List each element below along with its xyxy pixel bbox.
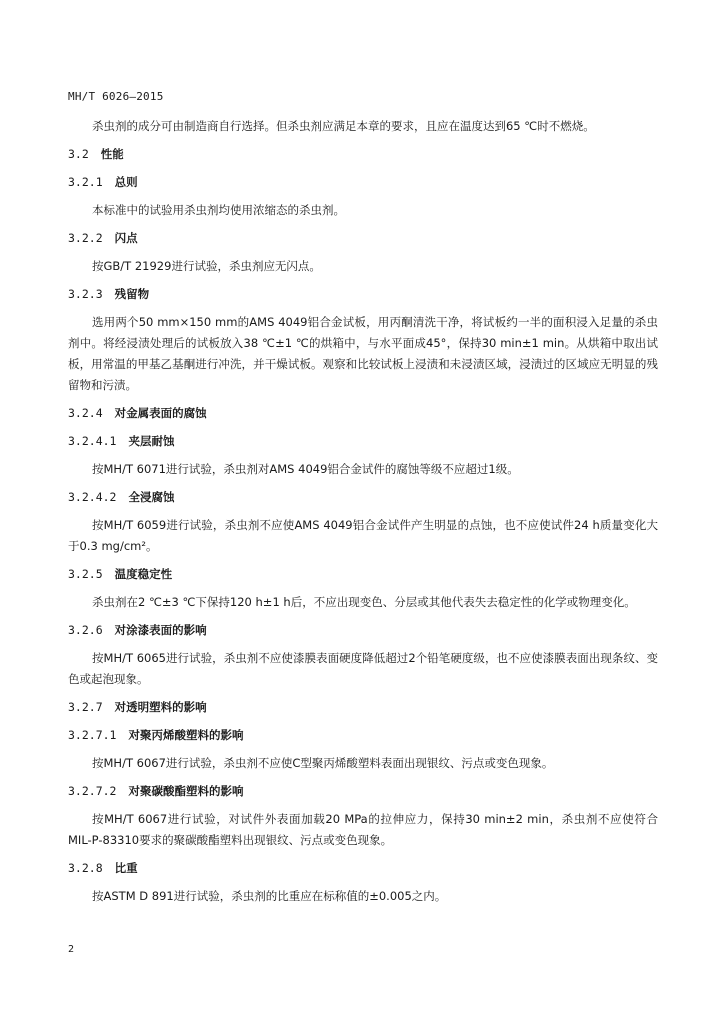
section-heading — [68, 725, 658, 746]
section-number: 3.2.7.2 — [68, 784, 117, 798]
body-paragraph: 按MH/T 6067进行试验，对试件外表面加载20 MPa的拉伸应力，保持30 min±2 min，杀虫剂不应使符合MIL-P-83310要求的聚碳酸酯塑料出现银纹、污点或变色现象。 — [68, 812, 658, 847]
body-paragraph: 按MH/T 6065进行试验，杀虫剂不应使漆膜表面硬度降低超过2个铅笔硬度级，也不应使漆膜表面出现条纹、变色或起泡现象。 — [68, 651, 658, 686]
section-heading — [68, 564, 658, 585]
section-number: 3.2.8 — [68, 861, 103, 875]
section-heading — [68, 697, 658, 718]
section-number: 3.2.4 — [68, 406, 103, 420]
section-heading — [68, 620, 658, 641]
section-heading — [68, 487, 658, 508]
section-heading — [68, 858, 658, 879]
section-title: 残留物 — [114, 287, 150, 301]
section-heading — [68, 144, 658, 165]
section-number: 3.2.2 — [68, 231, 103, 245]
section-title: 对透明塑料的影响 — [114, 700, 207, 714]
body-paragraph: 本标准中的试验用杀虫剂均使用浓缩态的杀虫剂。 — [92, 203, 345, 217]
section-heading — [68, 431, 658, 452]
section-title: 温度稳定性 — [114, 567, 173, 581]
section-title: 比重 — [114, 861, 138, 875]
section-title: 对聚丙烯酸塑料的影响 — [128, 728, 244, 742]
standard-code-header: MH/T 6026—2015 — [68, 90, 164, 103]
body-paragraph: 按GB/T 21929进行试验，杀虫剂应无闪点。 — [92, 259, 321, 273]
section-number: 3.2.6 — [68, 623, 103, 637]
section-title: 全浸腐蚀 — [128, 490, 175, 504]
section-number: 3.2.4.2 — [68, 490, 117, 504]
body-paragraph: 按MH/T 6059进行试验，杀虫剂不应使AMS 4049铝合金试件产生明显的点蚀，也不应使试件24 h质量变化大于0.3 mg/cm²。 — [68, 518, 658, 553]
body-paragraph: 杀虫剂在2 ℃±3 ℃下保持120 h±1 h后，不应出现变色、分层或其他代表失去稳定性的化学或物理变化。 — [92, 595, 636, 609]
section-title: 性能 — [100, 147, 124, 161]
section-title: 总则 — [114, 175, 138, 189]
section-title: 对涂漆表面的影响 — [114, 623, 207, 637]
section-number: 3.2.7 — [68, 700, 103, 714]
section-number: 3.2.1 — [68, 175, 103, 189]
section-number: 3.2.3 — [68, 287, 103, 301]
section-title: 对聚碳酸酯塑料的影响 — [128, 784, 244, 798]
section-title: 夹层耐蚀 — [128, 434, 175, 448]
section-heading — [68, 403, 658, 424]
section-title: 闪点 — [114, 231, 138, 245]
section-heading — [68, 228, 658, 249]
body-paragraph: 按MH/T 6067进行试验，杀虫剂不应使C型聚丙烯酸塑料表面出现银纹、污点或变色现象。 — [92, 756, 554, 770]
section-number: 3.2.4.1 — [68, 434, 117, 448]
section-number: 3.2 — [68, 147, 89, 161]
body-paragraph: 按MH/T 6071进行试验，杀虫剂对AMS 4049铝合金试件的腐蚀等级不应超过1级。 — [92, 462, 519, 476]
section-heading — [68, 781, 658, 802]
body-paragraph: 选用两个50 mm×150 mm的AMS 4049铝合金试板，用丙酮清洗干净，将试板约一半的面积浸入足量的杀虫剂中。将经浸渍处理后的试板放入38 ℃±1 ℃的烘箱中，与水平面成45°，保持30 min±1 min。从烘箱中取出试板，用常温的甲基乙基酮进行冲洗，并干燥试板。观察和比较试板上浸渍和未浸渍区域，浸渍过的区域应无明显的残留物和污渍。 — [68, 315, 658, 392]
section-number: 3.2.5 — [68, 567, 103, 581]
body-paragraph: 杀虫剂的成分可由制造商自行选择。但杀虫剂应满足本章的要求，且应在温度达到65 ℃时不燃烧。 — [92, 119, 595, 133]
section-heading — [68, 172, 658, 193]
body-paragraph: 按ASTM D 891进行试验，杀虫剂的比重应在标称值的±0.005之内。 — [92, 889, 447, 903]
page-number: 2 — [68, 944, 75, 955]
document-body — [68, 116, 658, 914]
section-number: 3.2.7.1 — [68, 728, 117, 742]
section-heading — [68, 284, 658, 305]
section-title: 对金属表面的腐蚀 — [114, 406, 207, 420]
